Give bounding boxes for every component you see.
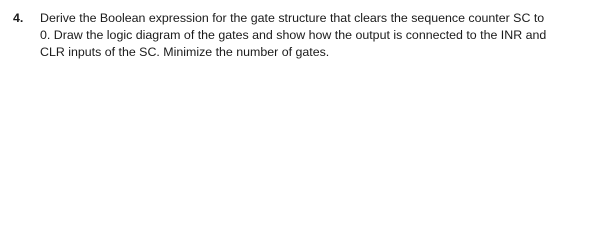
question-text-line-1: Derive the Boolean expression for the gate structure that clears the sequence counter SC to (40, 11, 545, 25)
question-text-line-3: CLR inputs of the SC. Minimize the number of gates. (40, 45, 330, 59)
question-text-line-2: 0. Draw the logic diagram of the gates and show how the output is connected to the INR and (40, 28, 547, 42)
question-text (40, 10, 603, 61)
question-number: 4. (13, 11, 24, 25)
question-item (13, 10, 603, 61)
